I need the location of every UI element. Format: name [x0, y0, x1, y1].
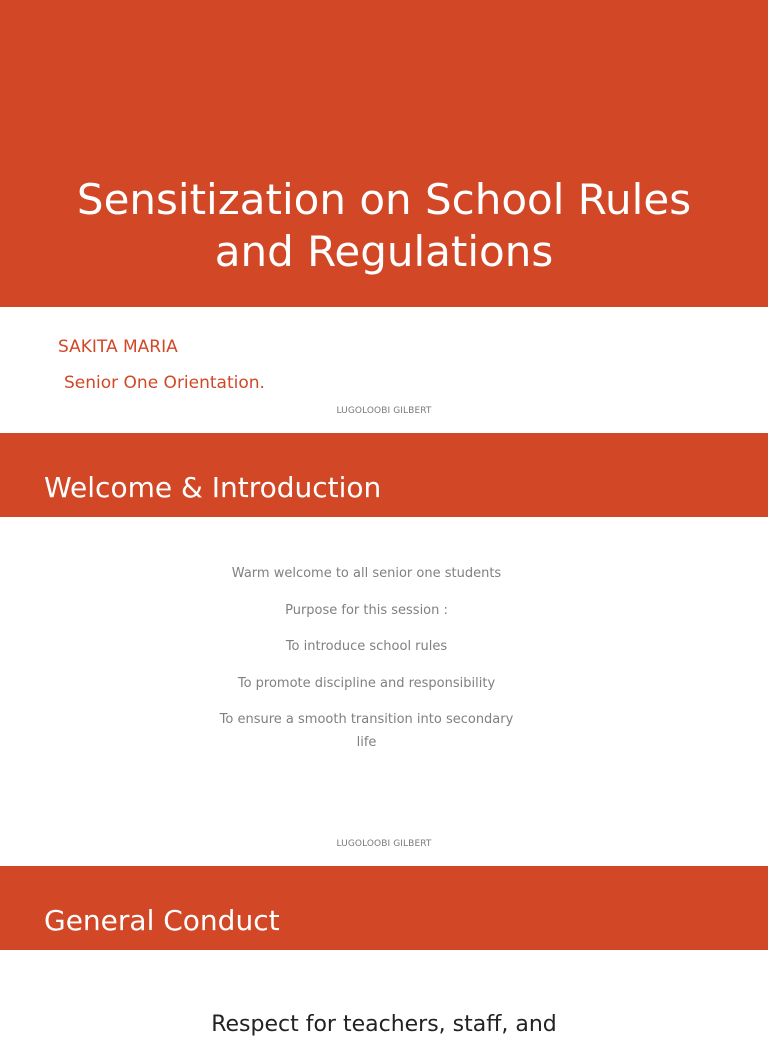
list-item — [210, 708, 523, 754]
list-item: To introduce school rules — [285, 639, 448, 654]
slide-body-text: Respect for teachers, staff, and — [211, 1012, 557, 1037]
slide-heading: General Conduct — [44, 904, 280, 937]
bullet-line-2: life — [356, 735, 377, 750]
presentation-subtitle: Senior One Orientation. — [64, 373, 265, 393]
title-line-2: and Regulations — [214, 227, 554, 276]
bullet-line-1: To ensure a smooth transition into secondary — [219, 712, 514, 727]
list-item: Warm welcome to all senior one students — [231, 566, 502, 581]
title-line-1: Sensitization on School Rules — [76, 175, 692, 224]
title-slide-band — [0, 0, 768, 307]
slide-footer: LUGOLOOBI GILBERT — [336, 839, 432, 849]
slide-header-band — [0, 433, 768, 517]
author-name: SAKITA MARIA — [58, 337, 178, 357]
slide-footer: LUGOLOOBI GILBERT — [336, 406, 432, 416]
slide-heading: Welcome & Introduction — [44, 471, 382, 504]
list-item: To promote discipline and responsibility — [237, 675, 496, 691]
slide-header-band — [0, 866, 768, 950]
slide-bullet-list — [210, 562, 523, 768]
presentation-title — [0, 174, 768, 278]
list-item: Purpose for this session : — [285, 602, 448, 618]
